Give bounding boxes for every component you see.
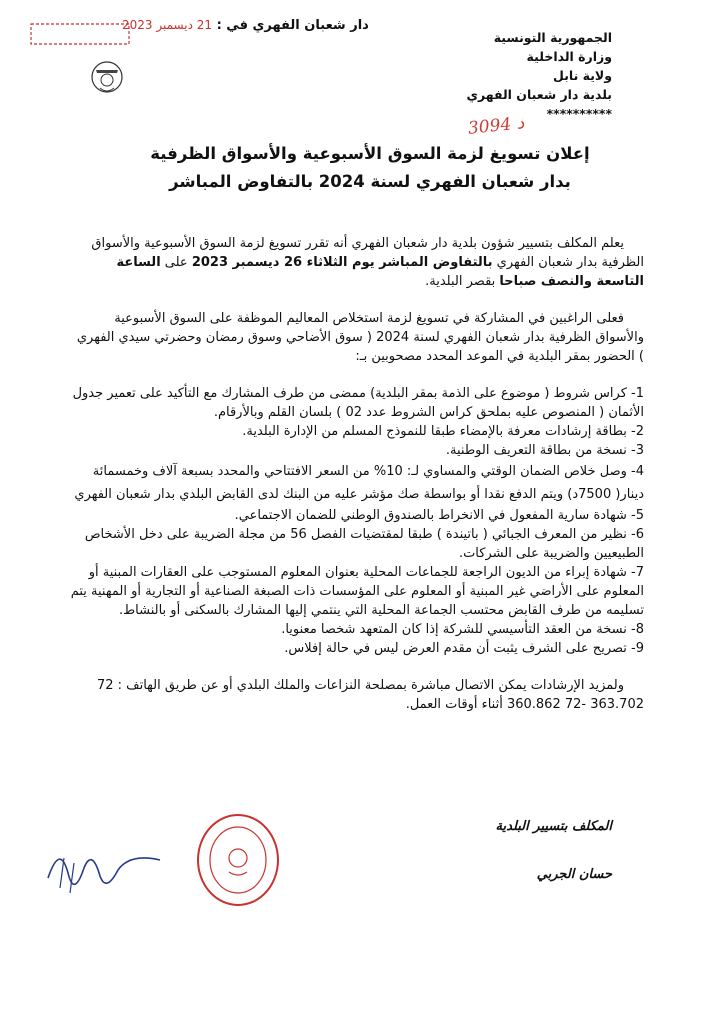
place-date-label: دار شعبان الفهري في : (216, 18, 369, 33)
list-item: 8- نسخة من العقد التأسيسي للشركة إذا كان المتعهد شخصا معنويا. (281, 622, 644, 637)
announcement-title (110, 140, 630, 196)
separator-stars: ********** (546, 106, 612, 121)
list-item: 3- نسخة من بطاقة التعريف الوطنية. (445, 443, 644, 458)
intro-text-e: بقصر البلدية. (425, 274, 500, 289)
reference-number: 3094 د (467, 113, 526, 139)
municipality-name: بلدية دار شعبان الفهري (466, 87, 612, 102)
intro-time: الساعة التاسعة والنصف صباحا (116, 255, 644, 289)
signatory-role: المكلف بتسيير البلدية (495, 819, 612, 834)
list-item: 1- كراس شروط ( موضوع على الذمة بمقر البلدية) ممضى من طرف المشارك مع التأكيد على تعمير جدول الأثمان ( المنصوص عليه بملحق كراس الشروط عدد 02 ) بلسان القلم وبالأرقام. (72, 386, 644, 420)
list-item: 4- وصل خلاص الضمان الوقتي والمساوي لـ: 10% من السعر الافتتاحي والمحدد بسبعة آلاف وخمسمائة دينار( 7500د) ويتم الدفع نقدا أو بواسطة صك مؤشر عليه من البنك لدى القابض البلدي بدار شعبان الفهري (74, 464, 644, 502)
ministry-name: وزارة الداخلية (526, 49, 612, 64)
handwritten-signature-icon (40, 838, 170, 908)
signatory-name: حسان الجربي (536, 867, 612, 882)
announcement-body (70, 234, 644, 714)
official-stamp-icon (195, 812, 281, 908)
intro-text-a: يعلم المكلف بتسيير شؤون بلدية دار شعبان الفهري أنه تقرر تسويغ لزمة السوق الأسبوعية والأسواق الظرفية بدار شعبان الفهري (91, 236, 644, 270)
place-date-line (122, 18, 369, 33)
stamp-date: 21 ديسمبر 2023 (122, 18, 213, 32)
list-item: 2- بطاقة إرشادات معرفة بالإمضاء طبقا للنموذج المسلم من الإدارة البلدية. (242, 424, 644, 439)
intro-date: بالتفاوض المباشر يوم الثلاثاء 26 ديسمبر 2023 (191, 255, 493, 270)
contact-paragraph: ولمزيد الإرشادات يمكن الاتصال مباشرة بمصلحة النزاعات والملك البلدي أو عن طريق الهاتف : 72 363.702 -72 360.862 أثناء أوقات العمل. (96, 678, 644, 712)
title-line-2: بدار شعبان الفهري لسنة 2024 بالتفاوض المباشر (169, 172, 571, 191)
intro-paragraph (70, 234, 644, 291)
signature-block (352, 814, 612, 888)
list-item: 6- نظير من المعرف الجبائي ( باتيندة ) طبقا لمقتضيات الفصل 56 من مجلة الضريبة على دخل الأشخاص الطبيعيين والضريبة على الشركات. (84, 527, 644, 561)
tunisia-emblem-icon (88, 58, 126, 96)
country-name: الجمهورية التونسية (493, 30, 612, 45)
list-item: 7- شهادة إبراء من الديون الراجعة للجماعات المحلية بعنوان المعلوم المستوجب على العقارات المبنية أو المعلوم على الأراضي غير المبنية أو المعلوم على المؤسسات ذات الصبغة الصناعية أو التجارية أو المهنية يتم تسليمه من طرف القابض محتسب الجماعة المحلية التي ينتمي إليها المشارك بالسكنى أو بالنشاط. (70, 565, 644, 618)
title-line-1: إعلان تسويغ لزمة السوق الأسبوعية والأسواق الظرفية (150, 144, 590, 163)
state-name: ولاية نابل (553, 68, 612, 83)
list-item: 9- تصريح على الشرف يثبت أن مقدم العرض ليس في حالة إفلاس. (284, 641, 644, 656)
requirements-paragraph: فعلى الراغبين في المشاركة في تسويغ لزمة استخلاص المعاليم الموظفة على السوق الأسبوعية والأسواق الظرفية بدار شعبان الفهري لسنة 2024 ( سوق الأضاحي وسوق رمضان وحضرتي سيدي الفهري ) الحضور بمقر البلدية في الموعد المحدد مصحوبين بـ: (76, 311, 644, 364)
letterhead (422, 28, 612, 123)
list-item: 5- شهادة سارية المفعول في الانخراط بالصندوق الوطني للضمان الاجتماعي. (234, 508, 644, 523)
intro-text-c: على (160, 255, 192, 270)
date-stamp (30, 22, 130, 46)
